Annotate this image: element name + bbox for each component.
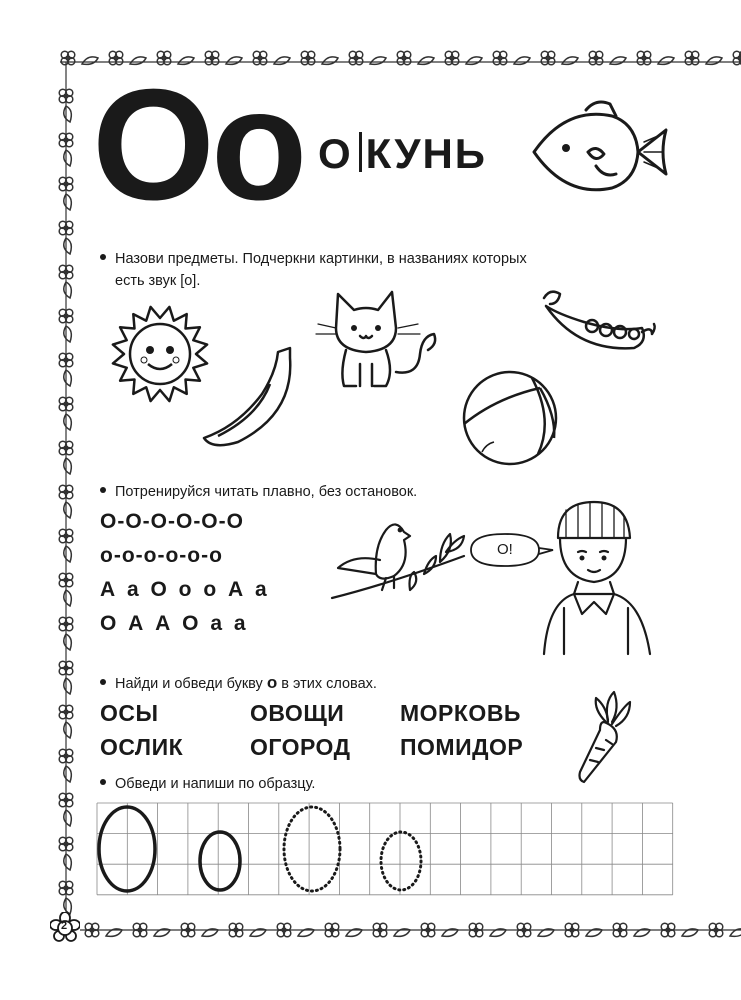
syllable-divider bbox=[359, 132, 362, 172]
banana-icon bbox=[198, 344, 304, 452]
carrot-icon bbox=[574, 688, 634, 788]
task1-line2: есть звук [о]. bbox=[115, 273, 201, 289]
word-1-2[interactable]: ОВОЩИ bbox=[250, 700, 345, 726]
word-2-2[interactable]: ОГОРОД bbox=[250, 734, 351, 760]
word-2-3[interactable]: ПОМИДОР bbox=[400, 734, 524, 760]
word-1-3[interactable]: МОРКОВЬ bbox=[400, 700, 521, 726]
trace-o-upper bbox=[284, 807, 340, 891]
letter-upper: О bbox=[92, 57, 211, 233]
hero-word-first: О bbox=[318, 130, 353, 177]
reading-line-4: О А А О а а bbox=[100, 612, 247, 635]
bullet-dot bbox=[100, 254, 106, 260]
fish-icon bbox=[526, 96, 672, 206]
task1-instruction bbox=[100, 248, 527, 292]
trace-o-lower bbox=[381, 832, 421, 890]
hero-word bbox=[318, 130, 487, 178]
reading-line-1: О-О-О-О-О-О bbox=[100, 510, 244, 533]
bullet-dot bbox=[100, 679, 106, 685]
peas-icon bbox=[538, 282, 660, 354]
word-2-1[interactable]: ОСЛИК bbox=[100, 734, 184, 760]
reading-line-2: о-о-о-о-о-о bbox=[100, 544, 223, 567]
bullet-dot bbox=[100, 779, 106, 785]
task2-text: Потренируйся читать плавно, без остановок. bbox=[115, 484, 418, 500]
task2-instruction bbox=[100, 481, 417, 503]
speech-text: О! bbox=[497, 541, 513, 558]
page-number: 2 bbox=[61, 920, 68, 932]
boy-icon bbox=[538, 498, 656, 658]
word-1-1[interactable]: ОСЫ bbox=[100, 700, 159, 726]
bullet-dot bbox=[100, 487, 106, 493]
hero-word-rest: КУНЬ bbox=[365, 130, 487, 177]
sample-o-lower bbox=[200, 832, 240, 890]
task4-instruction bbox=[100, 773, 315, 795]
task3-before: Найди и обведи букву bbox=[115, 676, 267, 692]
task3-instruction bbox=[100, 672, 377, 695]
task3-after: в этих словах. bbox=[277, 676, 377, 692]
bird-icon bbox=[328, 516, 468, 602]
task3-letter: о bbox=[266, 673, 278, 692]
task4-text: Обведи и напиши по образцу. bbox=[115, 776, 316, 792]
writing-grid[interactable] bbox=[96, 802, 676, 896]
reading-line-3: А а О о о А а bbox=[100, 578, 268, 601]
cat-icon bbox=[314, 288, 440, 392]
letter-title bbox=[92, 57, 304, 233]
task1-line1: Назови предметы. Подчеркни картинки, в названиях которых bbox=[115, 251, 527, 267]
letter-lower: о bbox=[210, 57, 304, 233]
ball-icon bbox=[456, 370, 564, 466]
